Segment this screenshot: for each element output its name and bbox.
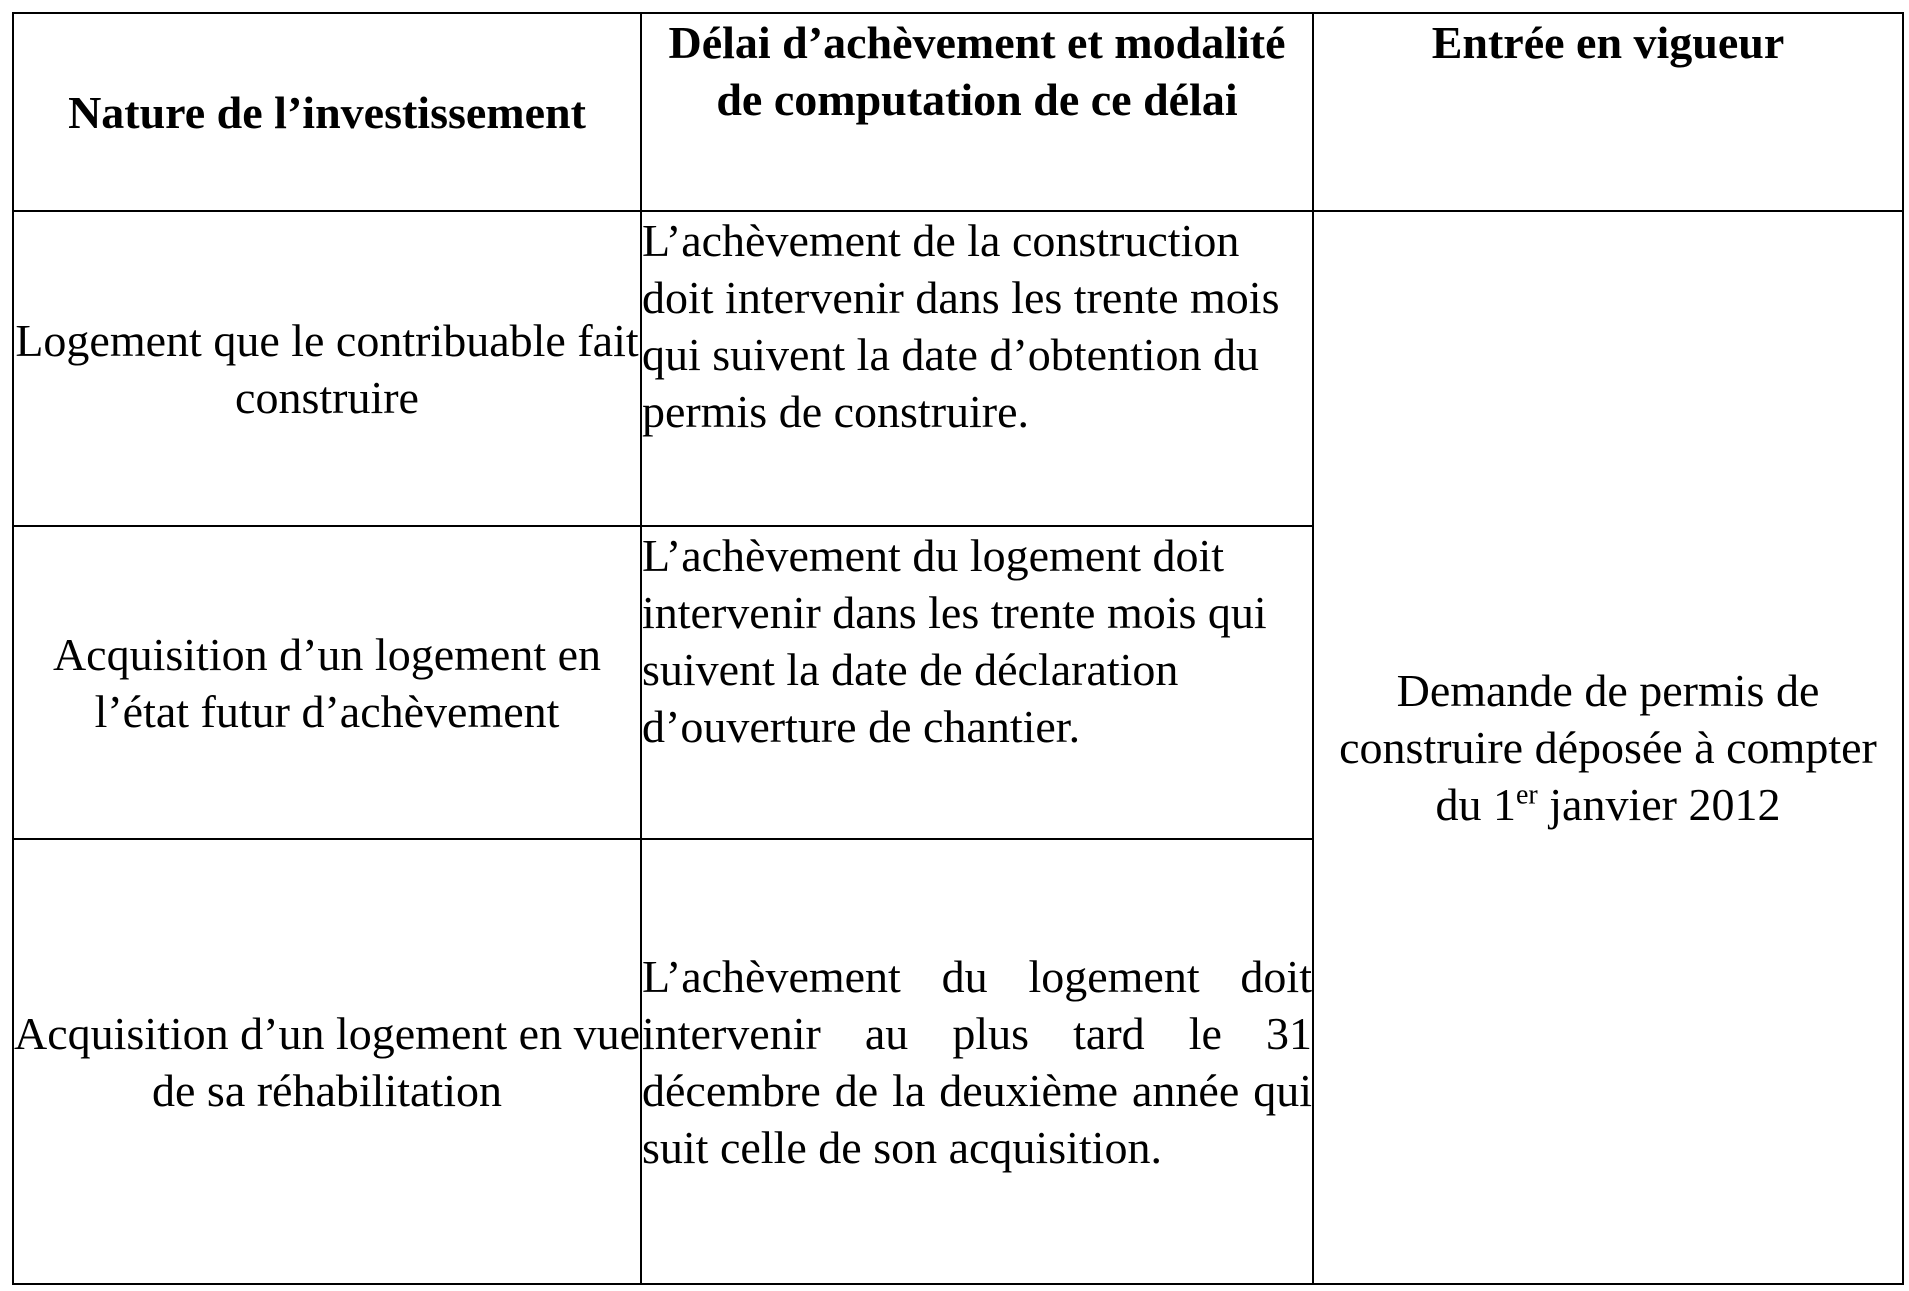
vigueur-text-end: janvier 2012 bbox=[1537, 779, 1781, 830]
header-entree-en-vigueur: Entrée en vigueur bbox=[1313, 13, 1903, 211]
header-delai: Délai d’achèvement et modalité de computation de ce délai bbox=[641, 13, 1313, 211]
nature-cell: Acquisition d’un logement en l’état futur d’achèvement bbox=[13, 526, 641, 839]
nature-cell: Logement que le contribuable fait construire bbox=[13, 211, 641, 526]
vigueur-text: Demande de permis de construire déposée à compter du 1 bbox=[1339, 665, 1877, 830]
delai-cell: L’achèvement de la construction doit intervenir dans les trente mois qui suivent la date d’obtention du permis de construire. bbox=[641, 211, 1313, 526]
delai-cell: L’achèvement du logement doit intervenir au plus tard le 31 décembre de la deuxième année qui suit celle de son acquisition. bbox=[641, 839, 1313, 1284]
nature-cell: Acquisition d’un logement en vue de sa réhabilitation bbox=[13, 839, 641, 1284]
table-row bbox=[13, 211, 1903, 526]
header-row bbox=[13, 13, 1903, 211]
delai-cell: L’achèvement du logement doit intervenir dans les trente mois qui suivent la date de déclaration d’ouverture de chantier. bbox=[641, 526, 1313, 839]
investment-table bbox=[12, 12, 1904, 1285]
header-nature: Nature de l’investissement bbox=[13, 13, 641, 211]
vigueur-superscript: er bbox=[1516, 779, 1538, 811]
entree-en-vigueur-cell bbox=[1313, 211, 1903, 1284]
